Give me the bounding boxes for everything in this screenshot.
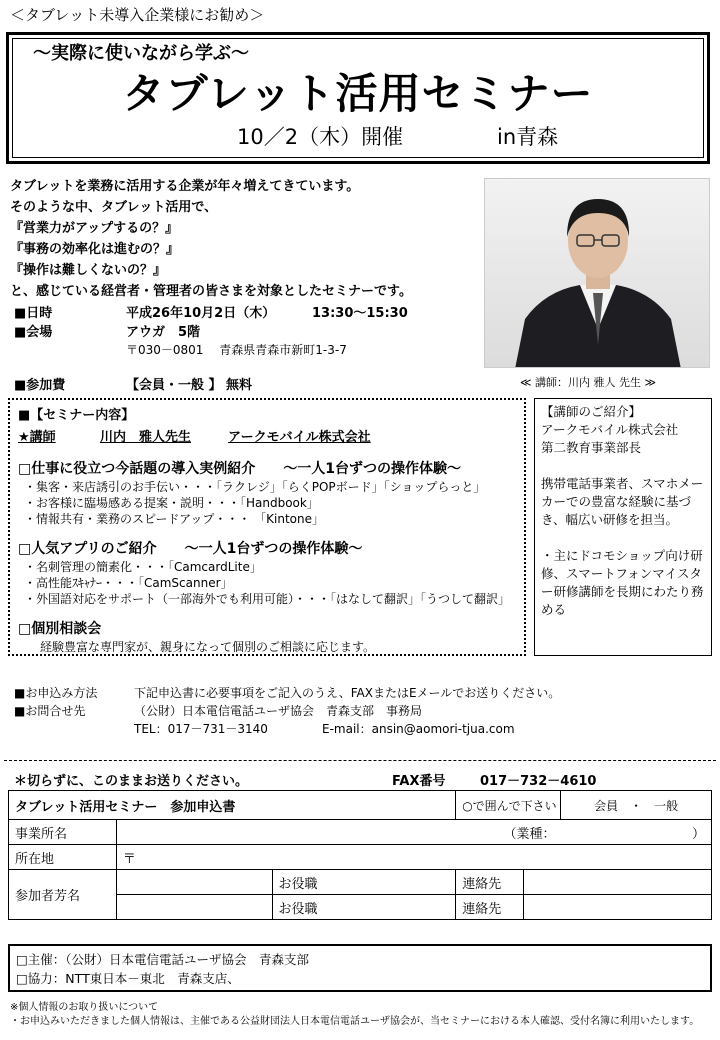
fax-label: FAX番号 (392, 774, 446, 789)
consultation-text: 経験豊富な専門家が、親身になって個別のご相談に応じます。 (40, 640, 376, 654)
position-field[interactable] (272, 870, 456, 895)
address-label: 所在地 (9, 845, 117, 870)
participant-label: 参加者芳名 (9, 870, 117, 920)
section-apps-title: □人気アプリのご紹介 ～一人1台ずつの操作体験～ (18, 541, 363, 557)
position-field[interactable] (272, 895, 456, 920)
participant-name-field[interactable] (116, 895, 272, 920)
list-item: ・情報共有・業務のスピードアップ・・・ 「Kintone」 (24, 512, 324, 526)
venue-address: 〒030－0801 青森県青森市新町1-3-7 (126, 343, 347, 357)
intro-line: 『事務の効率化は進むの？』 (10, 242, 180, 257)
intro-line: そのような中、タブレット活用で、 (10, 200, 218, 215)
position-label: お役職 (278, 901, 318, 917)
business-name-label: 事業所名 (9, 820, 117, 845)
speaker-company: アークモバイル株式会社 (541, 422, 679, 437)
privacy-title: ※個人情報のお取り扱いについて (10, 1002, 159, 1013)
contact-label: 連絡先 (456, 895, 524, 920)
list-item: ・外国語対応をサポート（一部海外でも利用可能）・・・「はなして翻訳」「うつして翻訳」 (24, 592, 511, 606)
inquiry-email[interactable]: E-mail：ansin@aomori-tjua.com (322, 722, 515, 736)
fee-value: 【会員・一般 】 無料 (126, 378, 253, 393)
list-item: ・名刺管理の簡素化・・・「CamcardLite」 (24, 560, 262, 574)
contents-heading: ■【セミナー内容】 (18, 408, 135, 423)
inquiry-org: （公財）日本電信電話ユーザ協会 青森支部 事務局 (134, 704, 423, 718)
list-item: ・集客・来店誘引のお手伝い・・・「ラクレジ」「らくPOPボード」「ショップらっと」 (24, 480, 486, 494)
industry-label: （業種： ） (503, 826, 705, 842)
intro-line: と、感じている経営者・管理者の皆さまを対象としたセミナーです。 (10, 284, 412, 299)
organizers-box (8, 944, 712, 992)
seminar-location: in青森 (497, 125, 559, 149)
contact-label: 連絡先 (456, 870, 524, 895)
speaker-profile-box (534, 398, 712, 656)
apply-method-label: ■お申込み方法 (14, 686, 98, 700)
host-organizer: □主催：（公財）日本電信電話ユーザ協会 青森支部 (16, 952, 310, 967)
speaker-heading: 【講師のご紹介】 (541, 404, 642, 419)
table-row (9, 845, 712, 870)
seminar-contents-box (8, 398, 526, 656)
table-row (9, 870, 712, 895)
table-row (9, 820, 712, 845)
postal-mark: 〒 (122, 851, 136, 867)
intro-text (10, 176, 480, 302)
cut-line (4, 760, 716, 761)
fee-label: ■参加費 (14, 378, 66, 393)
position-label: お役職 (278, 876, 318, 892)
lecturer-photo (484, 178, 710, 368)
seminar-title: タブレット活用セミナー (122, 69, 594, 118)
inquiry-tel: TEL：017－731－3140 (134, 722, 268, 736)
intro-line: 『営業力がアップするの？』 (10, 221, 179, 236)
lecturer-name: 川内 雅人先生 (100, 430, 192, 445)
time-value: 13:30～15:30 (312, 306, 408, 321)
lecturer-portrait-illustration (485, 179, 710, 368)
contact-field[interactable] (524, 895, 712, 920)
list-item: ・高性能ｽｷｬﾅｰ・・・「CamScanner」 (24, 576, 233, 590)
speaker-bio: ・主にドコモショップ向け研修、スマートフォンマイスター研修講師を長期にわたり務める (541, 548, 704, 617)
inquiry-label: ■お問合せ先 (14, 704, 86, 718)
fax-number: 017－732－4610 (480, 774, 597, 789)
lecturer-company: アークモバイル株式会社 (228, 430, 371, 445)
business-name-field[interactable] (116, 820, 711, 845)
apply-method-text: 下記申込書に必要事項をご記入のうえ、FAXまたはEメールでお送りください。 (134, 686, 561, 700)
date-value: 平成26年10月2日（木） (126, 306, 276, 321)
send-note: ＊切らずに、このままお送りください。 (14, 774, 249, 789)
privacy-text: ・お申込みいただきました個人情報は、主催である公益財団法人日本電信電話ユーザ協会が、当セミナーにおける本人確認、受付名簿に利用いたします。 (10, 1016, 700, 1027)
contact-field[interactable] (524, 870, 712, 895)
address-field[interactable] (116, 845, 711, 870)
seminar-date: 10／2（木）開催 (237, 125, 404, 149)
venue-label: ■会場 (14, 325, 53, 340)
participant-name-field[interactable] (116, 870, 272, 895)
venue-value: アウガ 5階 (126, 325, 201, 340)
list-item: ・お客様に臨場感ある提案・説明・・・「Handbook」 (24, 496, 319, 510)
speaker-bio: 携帯電話事業者、スマホメーカーでの豊富な経験に基づき、幅広い研修を担当。 (541, 476, 704, 527)
date-label: ■日時 (14, 306, 53, 321)
intro-line: タブレットを業務に活用する企業が年々増えてきています。 (10, 179, 360, 194)
cooperating-organizer: □協力：NTT東日本－東北 青森支店、 (16, 971, 240, 986)
speaker-position: 第二教育事業部長 (541, 440, 642, 455)
photo-caption: ≪ 講師：川内 雅人 先生 ≫ (520, 376, 657, 389)
table-row (9, 791, 712, 820)
lecturer-label: ★講師 (18, 430, 56, 445)
seminar-subtitle: ～実際に使いながら学ぶ～ (33, 43, 249, 64)
circle-instruction: ○で囲んで下さい (456, 791, 561, 819)
section-use-cases-title: □仕事に役立つ今話題の導入実例紹介 ～一人1台ずつの操作体験～ (18, 461, 461, 477)
target-audience-tag: ＜タブレット未導入企業様にお勧め＞ (10, 6, 265, 24)
membership-cell (456, 791, 712, 820)
form-title: タブレット活用セミナー 参加申込書 (9, 791, 456, 820)
title-box (6, 32, 710, 164)
membership-choice[interactable]: 会員 ・ 一般 (594, 798, 679, 813)
section-consultation-title: □個別相談会 (18, 621, 102, 637)
intro-line: 『操作は難しくないの？』 (10, 263, 167, 278)
application-form (8, 790, 712, 920)
